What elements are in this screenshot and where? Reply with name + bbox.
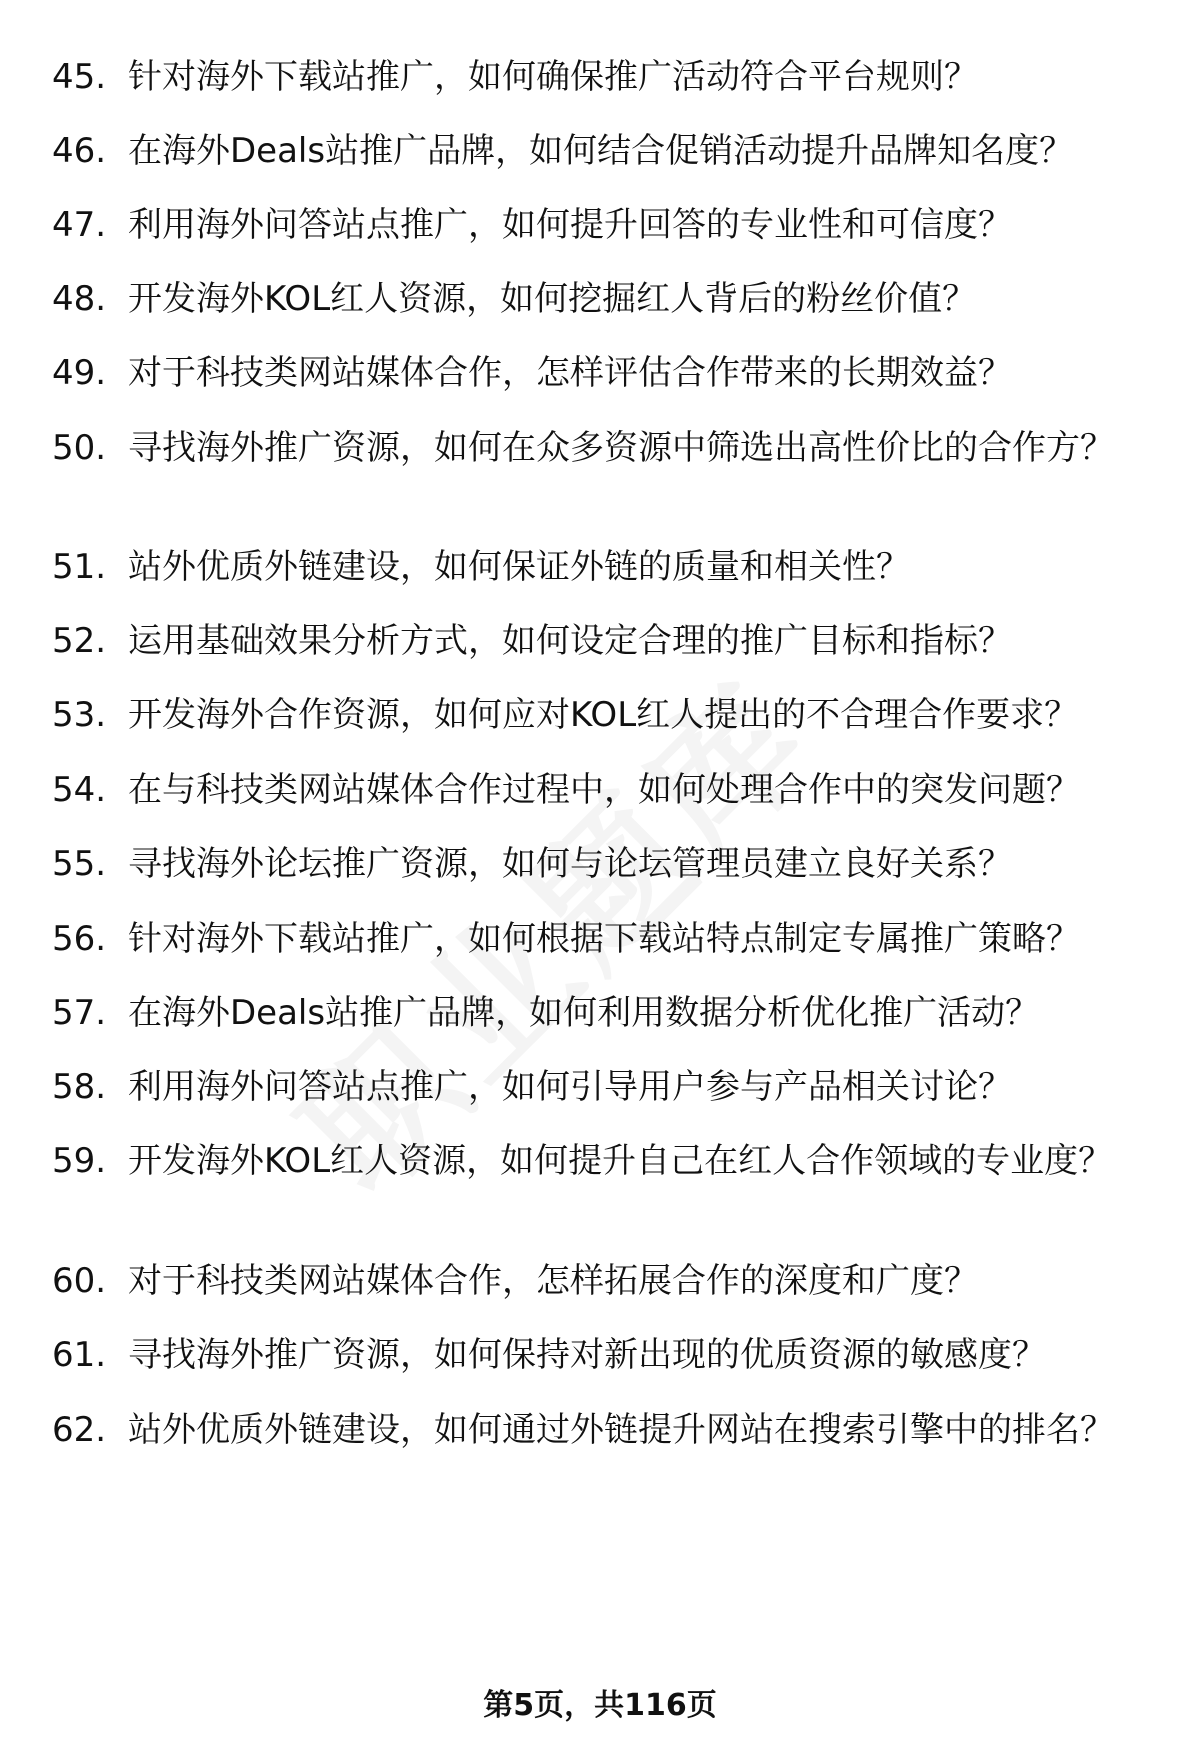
question-text: 开发海外合作资源，如何应对KOL红人提出的不合理合作要求？: [128, 695, 1079, 735]
question-number: 59.: [52, 1141, 107, 1181]
question-text: 开发海外KOL红人资源，如何提升自己在红人合作领域的专业度？: [128, 1141, 1113, 1181]
question-text: 寻找海外推广资源，如何在众多资源中筛选出高性价比的合作方？: [128, 428, 1114, 468]
question-number: 56.: [52, 919, 107, 959]
question-number: 47.: [52, 205, 107, 245]
question-number: 53.: [52, 695, 107, 735]
question-text: 在与科技类网站媒体合作过程中，如何处理合作中的突发问题？: [128, 770, 1080, 810]
question-text: 在海外Deals站推广品牌，如何利用数据分析优化推广活动？: [128, 993, 1040, 1033]
question-number: 49.: [52, 353, 107, 393]
page-footer: 第5页，共116页: [483, 1688, 717, 1723]
question-text: 针对海外下载站推广，如何根据下载站特点制定专属推广策略？: [128, 919, 1080, 959]
question-number: 57.: [52, 993, 107, 1033]
question-number: 58.: [52, 1067, 107, 1107]
question-text: 站外优质外链建设，如何通过外链提升网站在搜索引擎中的排名？: [128, 1410, 1114, 1450]
question-text: 利用海外问答站点推广，如何提升回答的专业性和可信度？: [128, 205, 1012, 245]
question-number: 45.: [52, 57, 107, 97]
question-number: 48.: [52, 279, 107, 319]
question-number: 60.: [52, 1261, 107, 1301]
question-text: 运用基础效果分析方式，如何设定合理的推广目标和指标？: [128, 621, 1012, 661]
question-text: 站外优质外链建设，如何保证外链的质量和相关性？: [128, 547, 910, 587]
question-text: 寻找海外推广资源，如何保持对新出现的优质资源的敏感度？: [128, 1335, 1046, 1375]
question-number: 55.: [52, 844, 107, 884]
question-text: 对于科技类网站媒体合作，怎样拓展合作的深度和广度？: [128, 1261, 978, 1301]
question-number: 61.: [52, 1335, 107, 1375]
question-text: 在海外Deals站推广品牌，如何结合促销活动提升品牌知名度？: [128, 131, 1074, 171]
question-number: 46.: [52, 131, 107, 171]
question-text: 对于科技类网站媒体合作，怎样评估合作带来的长期效益？: [128, 353, 1012, 393]
question-text: 利用海外问答站点推广，如何引导用户参与产品相关讨论？: [128, 1067, 1012, 1107]
question-text: 寻找海外论坛推广资源，如何与论坛管理员建立良好关系？: [128, 844, 1012, 884]
question-number: 54.: [52, 770, 107, 810]
question-text: 针对海外下载站推广，如何确保推广活动符合平台规则？: [128, 57, 978, 97]
question-number: 50.: [52, 428, 107, 468]
question-number: 51.: [52, 547, 107, 587]
question-number: 62.: [52, 1410, 107, 1450]
question-number: 52.: [52, 621, 107, 661]
question-text: 开发海外KOL红人资源，如何挖掘红人背后的粉丝价值？: [128, 279, 977, 319]
